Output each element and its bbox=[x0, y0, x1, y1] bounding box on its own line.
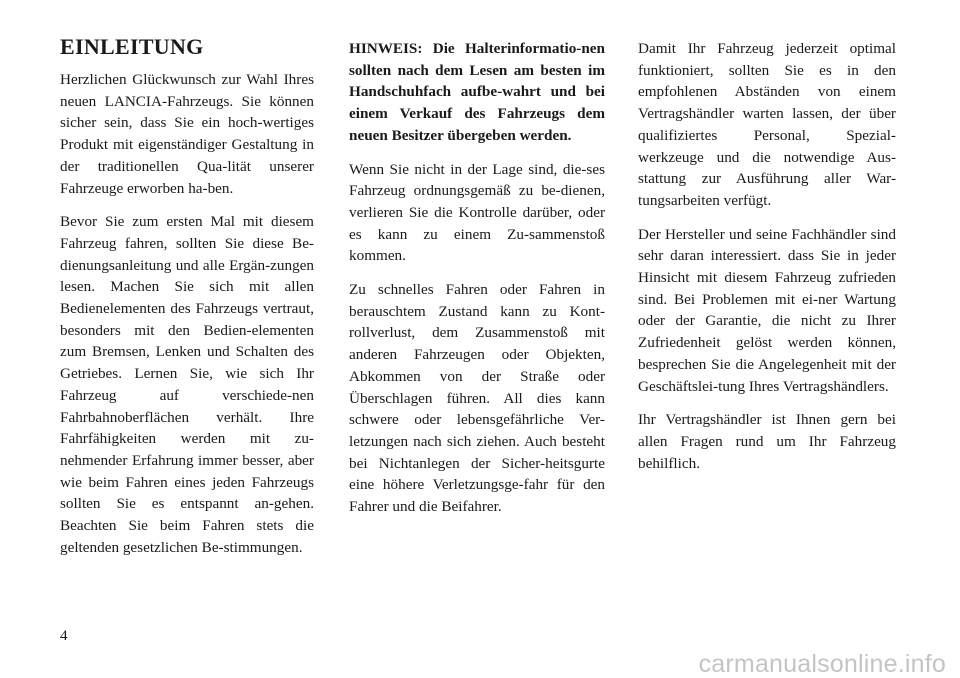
dealer-paragraph: Ihr Vertragshändler ist Ihnen gern bei allen Fragen rund um Ihr Fahrzeug behilflich. bbox=[638, 411, 896, 472]
maintenance-paragraph: Damit Ihr Fahrzeug jederzeit optimal funktioniert, sollten Sie es in den empfohlenen Abständen von einem Vertragshändler warten lassen, der über qualifiziertes Personal, Spezial-werkzeuge und die notwendige Aus-stattung zur Ausführung aller War-tungsarbeiten verfügt. bbox=[638, 40, 896, 209]
page-number: 4 bbox=[60, 627, 68, 644]
control-paragraph: Wenn Sie nicht in der Lage sind, die-ses Fahrzeug ordnungsgemäß zu be-dienen, verlieren Sie die Kontrolle darüber, oder es kann zu einem Zu-sammenstoß kommen. bbox=[349, 160, 605, 265]
before-driving-paragraph: Bevor Sie zum ersten Mal mit diesem Fahrzeug fahren, sollten Sie diese Be-dienungsanleitung und alle Ergän-zungen lesen. Machen Sie sich mit allen Bedienelementen des Fahrzeugs vertraut, besonders mit den Bedien-elementen zum Bremsen, Lenken und Schalten des Getriebes. Lernen Sie, wie sich Ihr Fahrzeug auf verschiede-nen Fahrbahnoberflächen verhält. Ihre Fahrfähigkeiten werden mit zu-nehmender Erfahrung immer besser, aber wie beim Fahren eines jeden Fahrzeugs sollten Sie es entspannt an-gehen. Beachten Sie beim Fahren stets die geltenden gesetzlichen Be-stimmungen. bbox=[60, 213, 314, 556]
watermark: carmanualsonline.info bbox=[698, 650, 946, 678]
column-left bbox=[60, 34, 314, 570]
manufacturer-paragraph: Der Hersteller und seine Fachhändler sind sehr daran interessiert. dass Sie in jeder Hinsicht mit diesem Fahrzeug zufrieden sind. Bei Problemen mit ei-ner Wartung oder der Garantie, die nicht zu Ihrer Zufriedenheit gelöst werden können, besprechen Sie die Angelegenheit mit der Geschäftslei-tung Ihres Vertragshändlers. bbox=[638, 225, 896, 395]
section-heading: EINLEITUNG bbox=[60, 34, 204, 59]
intro-paragraph: Herzlichen Glückwunsch zur Wahl Ihres neuen LANCIA-Fahrzeugs. Sie können sicher sein, dass Sie ein hoch-wertiges Produkt mit eigenständiger Gestaltung in der traditionellen Qua-lität unserer Fahrzeuge erworben ha-ben. bbox=[60, 71, 314, 197]
speeding-paragraph: Zu schnelles Fahren oder Fahren in berauschtem Zustand kann zu Kont-rollverlust, dem Zusammenstoß mit anderen Fahrzeugen oder Objekten, Abkommen von der Straße oder Überschlagen führen. All dies kann schwere oder lebensgefährliche Ver-letzungen nach sich ziehen. Auch besteht bei Nichtanlegen der Sicher-heitsgurte eine höhere Verletzungsge-fahr für den Fahrer und die Beifahrer. bbox=[349, 281, 605, 516]
column-right bbox=[638, 38, 896, 486]
column-middle bbox=[349, 38, 605, 530]
note-paragraph: HINWEIS: Die Halterinformatio-nen sollten nach dem Lesen am besten im Handschuhfach aufbe-wahrt und bei einem Verkauf des Fahrzeugs dem neuen Besitzer übergeben werden. bbox=[349, 40, 605, 144]
